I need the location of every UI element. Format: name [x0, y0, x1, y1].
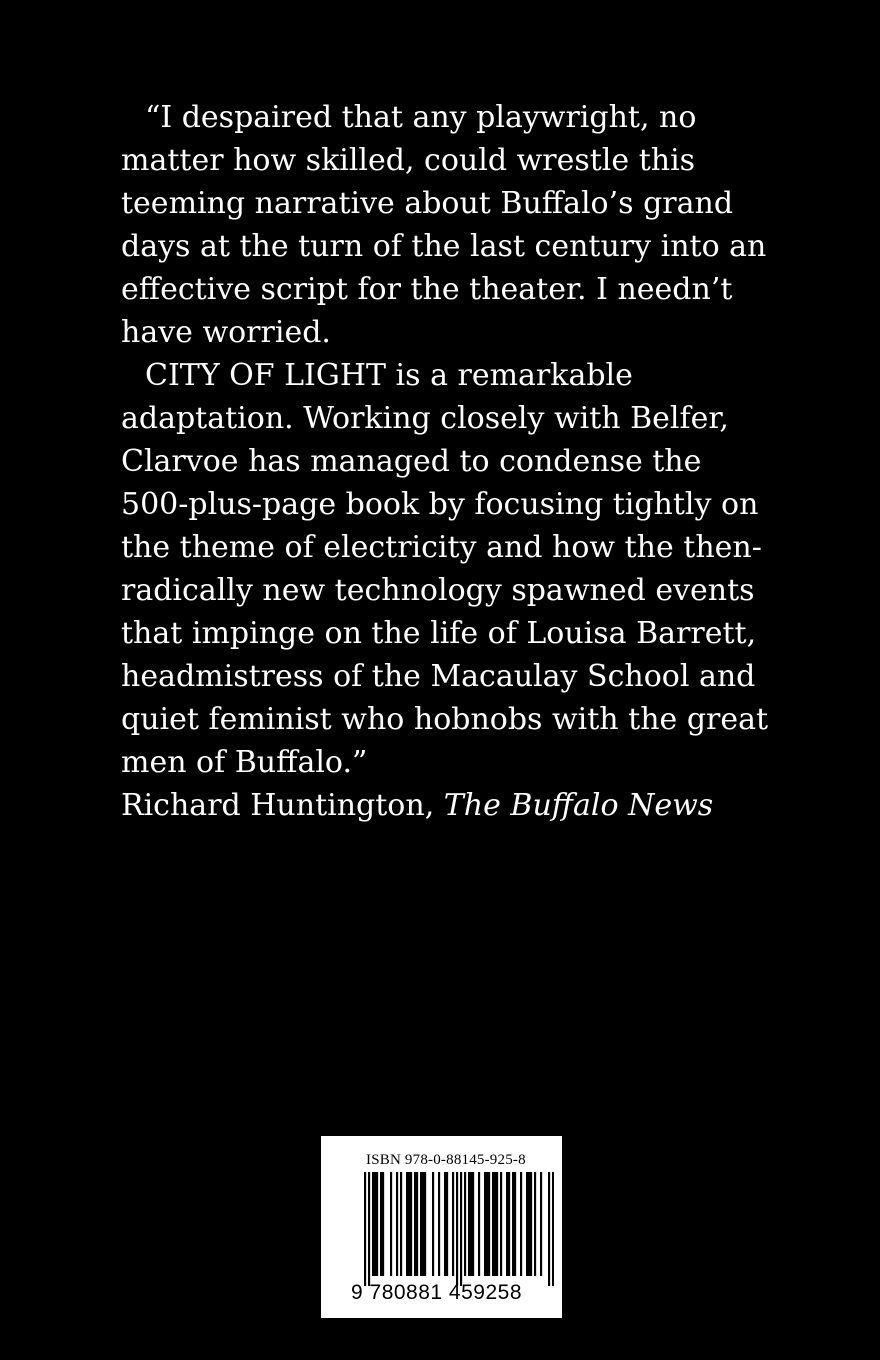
blurb-line: the theme of electricity and how the then- — [121, 530, 762, 565]
blurb-line: headmistress of the Macaulay School and — [121, 659, 756, 694]
barcode-bar — [376, 1172, 378, 1276]
barcode-bar — [422, 1172, 424, 1276]
barcode-bar — [528, 1172, 530, 1276]
barcode-bar — [456, 1172, 458, 1286]
barcode-bar — [380, 1172, 382, 1276]
barcode-bar — [520, 1172, 522, 1276]
barcode-bar — [410, 1172, 412, 1276]
barcode-bar — [444, 1172, 446, 1276]
barcode-bar — [468, 1172, 470, 1276]
barcode-bar — [372, 1172, 374, 1276]
barcode-bars — [364, 1172, 554, 1286]
attribution-publication: The Buffalo News — [443, 788, 714, 823]
blurb-line: radically new technology spawned events — [121, 573, 755, 608]
barcode-bar — [400, 1172, 402, 1276]
blurb-line: days at the turn of the last century into an — [121, 229, 767, 264]
blurb-line: “I despaired that any playwright, no — [145, 100, 697, 135]
review-blurb — [121, 96, 769, 827]
barcode-bar — [486, 1172, 488, 1276]
blurb-line: effective script for the theater. I needn’t — [121, 272, 733, 307]
blurb-line: quiet feminist who hobnobs with the great — [121, 702, 769, 737]
barcode-bar — [494, 1172, 496, 1276]
barcode-bar — [396, 1172, 398, 1276]
barcode-bar — [408, 1172, 410, 1276]
barcode-bar — [432, 1172, 434, 1276]
barcode-bar — [472, 1172, 474, 1276]
blurb-line: men of Buffalo.” — [121, 745, 368, 780]
blurb-line: Clarvoe has managed to condense the — [121, 444, 702, 479]
barcode-bar — [526, 1172, 528, 1276]
barcode-bar — [534, 1172, 536, 1276]
barcode-box — [321, 1136, 562, 1318]
review-attribution — [121, 784, 761, 827]
barcode-bar — [460, 1172, 462, 1286]
barcode-bar — [390, 1172, 392, 1276]
barcode-bar — [438, 1172, 440, 1276]
barcode-bar — [496, 1172, 498, 1276]
barcode-bar — [508, 1172, 510, 1276]
barcode-bar — [464, 1172, 466, 1276]
blurb-line: have worried. — [121, 315, 331, 350]
barcode-bar — [364, 1172, 366, 1286]
barcode-bar — [478, 1172, 480, 1276]
barcode-bar — [492, 1172, 494, 1276]
barcode-bar — [416, 1172, 418, 1276]
barcode-bar — [512, 1172, 514, 1276]
barcode-bar — [424, 1172, 426, 1276]
barcode-bar — [368, 1172, 370, 1286]
barcode-bar — [374, 1172, 376, 1276]
barcode-bar — [500, 1172, 502, 1276]
barcode-bar — [530, 1172, 532, 1276]
barcode-bar — [514, 1172, 516, 1276]
attribution-name: Richard Huntington, — [121, 788, 435, 823]
blurb-line: teeming narrative about Buffalo’s grand — [121, 186, 734, 221]
barcode-bar — [446, 1172, 448, 1276]
barcode-bar — [420, 1172, 422, 1276]
ean-digits: 9 780881 459258 — [351, 1281, 522, 1304]
blurb-line: CITY OF LIGHT is a remarkable — [145, 358, 633, 393]
barcode-bar — [452, 1172, 454, 1276]
barcode-bar — [506, 1172, 508, 1276]
barcode-bar — [540, 1172, 542, 1276]
blurb-line: that impinge on the life of Louisa Barrett, — [121, 616, 757, 651]
barcode-bar — [406, 1172, 408, 1276]
isbn-label: ISBN 978-0-88145-925-8 — [366, 1152, 526, 1168]
blurb-line: 500-plus-page book by focusing tightly on — [121, 487, 759, 522]
barcode-bar — [548, 1172, 550, 1286]
blurb-line: matter how skilled, could wrestle this — [121, 143, 696, 178]
blurb-line: adaptation. Working closely with Belfer, — [121, 401, 729, 436]
barcode-bar — [484, 1172, 486, 1276]
barcode-bar — [414, 1172, 416, 1276]
barcode-bar — [470, 1172, 472, 1276]
barcode-bar — [552, 1172, 554, 1286]
barcode-bar — [488, 1172, 490, 1276]
barcode-bar — [382, 1172, 384, 1276]
